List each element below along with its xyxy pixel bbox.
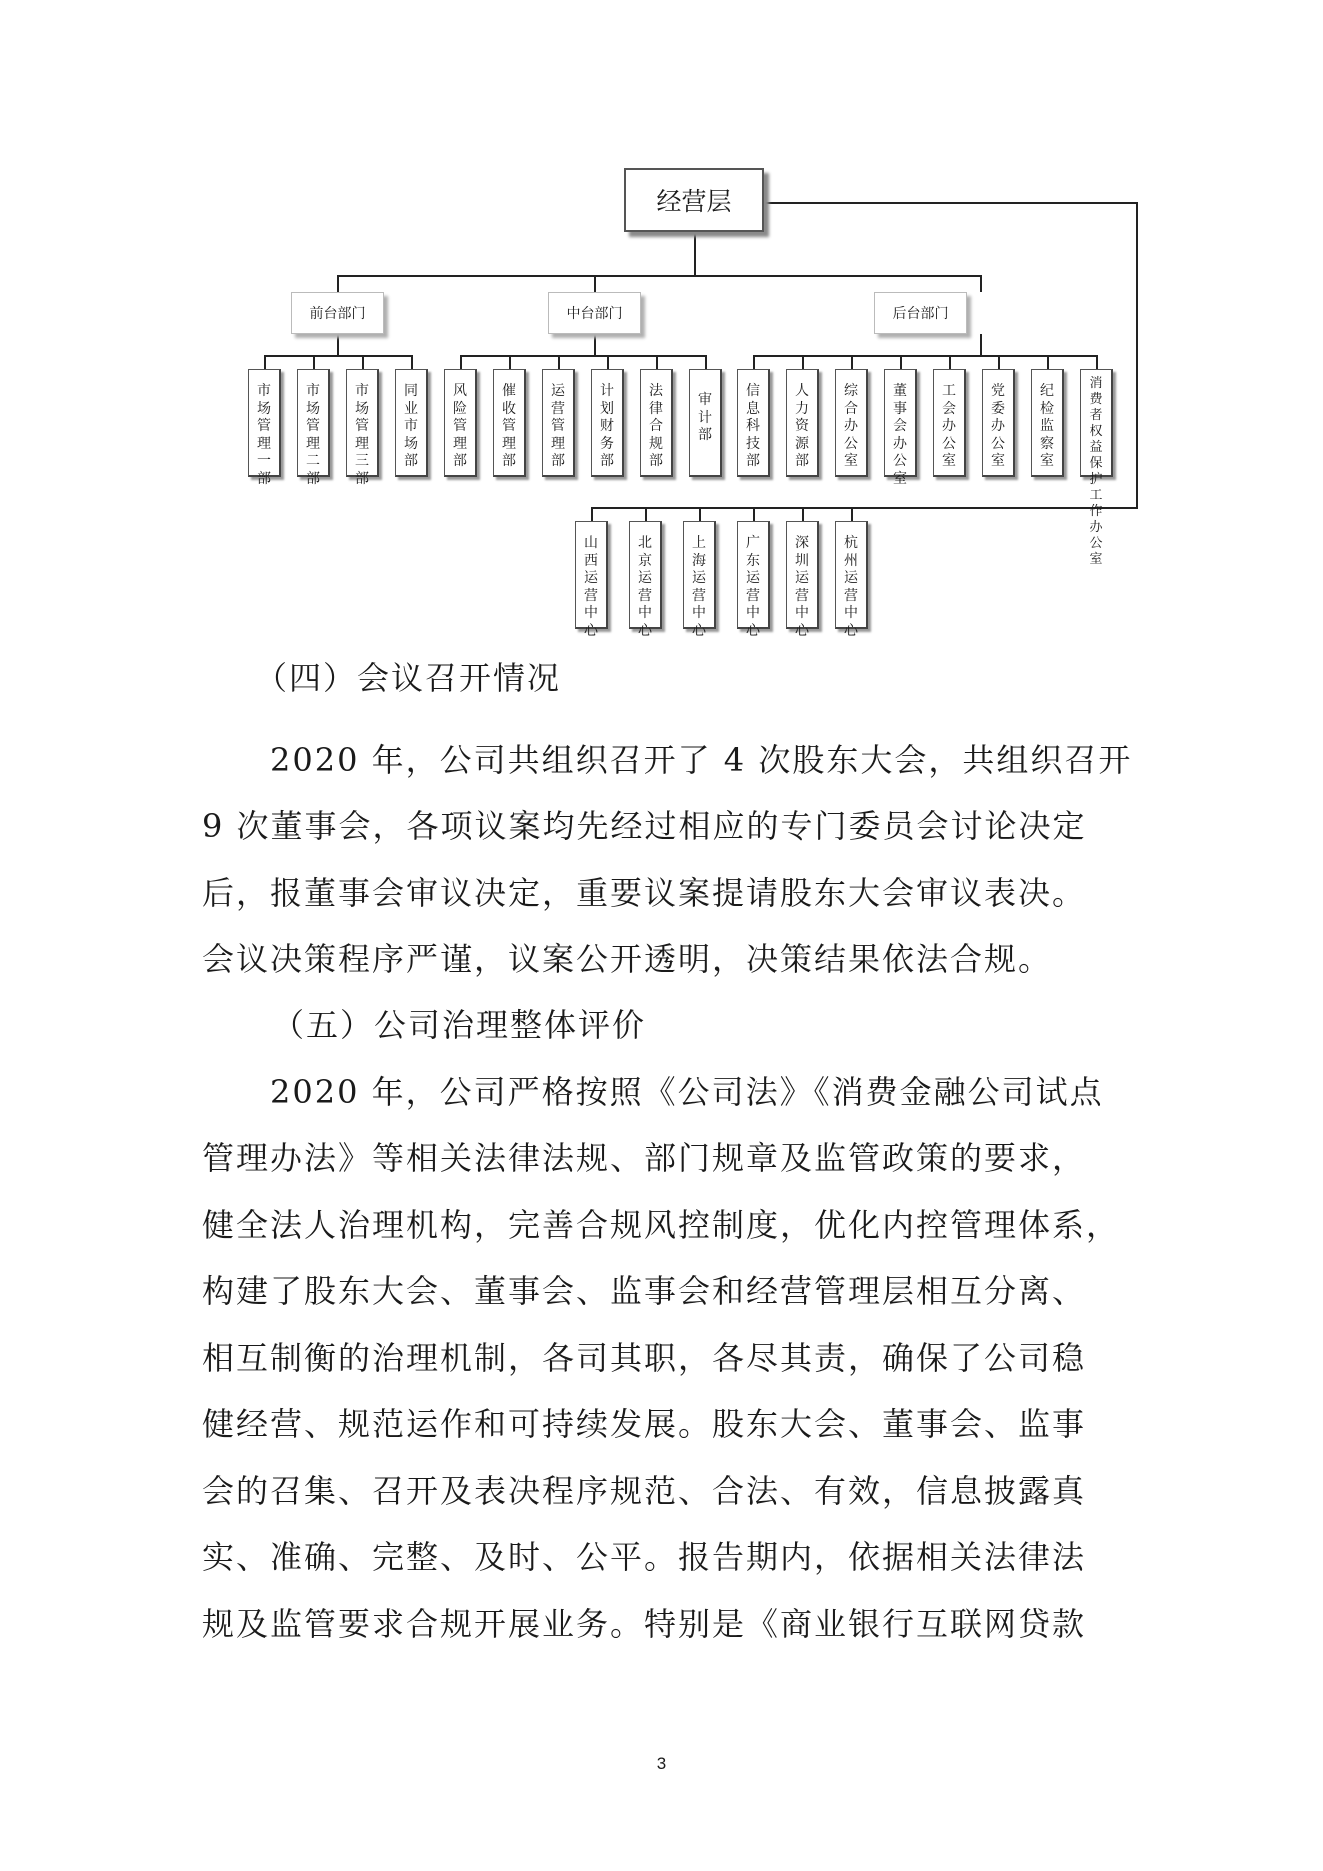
unit-box: 消费者权益保护工作办公室 bbox=[1080, 369, 1113, 477]
unit-box: 计划财务部 bbox=[591, 369, 624, 477]
paragraph-line: 相互制衡的治理机制，各司其职，各尽其责，确保了公司稳 bbox=[202, 1339, 1087, 1377]
connector-line bbox=[313, 355, 315, 369]
connector-line bbox=[337, 334, 339, 356]
operation-center-box: 深圳运营中心 bbox=[786, 521, 819, 629]
connector-line bbox=[594, 275, 596, 292]
paragraph-line: 2020 年，公司共组织召开了 4 次股东大会，共组织召开 bbox=[270, 741, 1133, 779]
unit-box: 市场管理二部 bbox=[297, 369, 330, 477]
connector-line bbox=[264, 355, 266, 369]
connector-line bbox=[753, 355, 755, 369]
connector-line bbox=[753, 355, 1097, 357]
connector-line bbox=[753, 507, 755, 521]
connector-line bbox=[1136, 202, 1138, 509]
section-heading: （五）公司治理整体评价 bbox=[272, 1006, 647, 1044]
connector-line bbox=[607, 355, 609, 369]
connector-line bbox=[411, 355, 413, 369]
connector-line bbox=[1096, 355, 1098, 369]
paragraph-line: 管理办法》等相关法律法规、部门规章及监管政策的要求， bbox=[202, 1139, 1087, 1177]
connector-line bbox=[645, 507, 647, 521]
connector-line bbox=[264, 355, 412, 357]
connector-line bbox=[699, 507, 701, 521]
connector-line bbox=[337, 275, 339, 292]
unit-box: 纪检监察室 bbox=[1031, 369, 1064, 477]
connector-line bbox=[558, 355, 560, 369]
connector-line bbox=[1047, 355, 1049, 369]
connector-line bbox=[509, 355, 511, 369]
paragraph-line: 实、准确、完整、及时、公平。报告期内，依据相关法律法 bbox=[202, 1538, 1087, 1576]
middle-office-box: 中台部门 bbox=[548, 292, 641, 334]
front-office-box: 前台部门 bbox=[291, 292, 384, 334]
connector-line bbox=[802, 355, 804, 369]
paragraph-line: 会的召集、召开及表决程序规范、合法、有效，信息披露真 bbox=[202, 1472, 1087, 1510]
back-office-box: 后台部门 bbox=[874, 292, 967, 334]
connector-line bbox=[949, 355, 951, 369]
connector-line bbox=[764, 202, 1138, 204]
connector-line bbox=[705, 355, 707, 369]
org-chart bbox=[0, 0, 1323, 660]
connector-line bbox=[656, 355, 658, 369]
unit-box: 人力资源部 bbox=[786, 369, 819, 477]
operation-center-box: 北京运营中心 bbox=[629, 521, 662, 629]
connector-line bbox=[591, 507, 1138, 509]
page-number: 3 bbox=[656, 1754, 667, 1773]
operation-center-box: 杭州运营中心 bbox=[835, 521, 868, 629]
unit-box: 市场管理三部 bbox=[346, 369, 379, 477]
connector-line bbox=[362, 355, 364, 369]
section-heading: （四）会议召开情况 bbox=[255, 659, 562, 697]
unit-box: 审计部 bbox=[689, 369, 722, 477]
connector-line bbox=[851, 355, 853, 369]
connector-line bbox=[694, 232, 696, 276]
connector-line bbox=[851, 507, 853, 521]
connector-line bbox=[900, 355, 902, 369]
unit-box: 市场管理一部 bbox=[248, 369, 281, 477]
paragraph-line: 2020 年，公司严格按照《公司法》《消费金融公司试点 bbox=[270, 1073, 1104, 1111]
unit-box: 催收管理部 bbox=[493, 369, 526, 477]
paragraph-line: 健全法人治理机构，完善合规风控制度，优化内控管理体系， bbox=[202, 1206, 1121, 1244]
unit-box: 同业市场部 bbox=[395, 369, 428, 477]
connector-line bbox=[998, 355, 1000, 369]
top-management-box: 经营层 bbox=[624, 168, 764, 232]
connector-line bbox=[802, 507, 804, 521]
connector-line bbox=[460, 355, 462, 369]
paragraph-line: 构建了股东大会、董事会、监事会和经营管理层相互分离、 bbox=[202, 1272, 1087, 1310]
paragraph-line: 9 次董事会，各项议案均先经过相应的专门委员会讨论决定 bbox=[202, 807, 1087, 845]
paragraph-line: 健经营、规范运作和可持续发展。股东大会、董事会、监事 bbox=[202, 1405, 1087, 1443]
connector-line bbox=[594, 334, 596, 356]
operation-center-box: 广东运营中心 bbox=[737, 521, 770, 629]
unit-box: 法律合规部 bbox=[640, 369, 673, 477]
unit-box: 运营管理部 bbox=[542, 369, 575, 477]
unit-box: 工会办公室 bbox=[933, 369, 966, 477]
connector-line bbox=[337, 275, 981, 277]
connector-line bbox=[980, 334, 982, 356]
operation-center-box: 上海运营中心 bbox=[683, 521, 716, 629]
unit-box: 董事会办公室 bbox=[884, 369, 917, 477]
unit-box: 信息科技部 bbox=[737, 369, 770, 477]
connector-line bbox=[980, 275, 982, 292]
operation-center-box: 山西运营中心 bbox=[575, 521, 608, 629]
unit-box: 风险管理部 bbox=[444, 369, 477, 477]
unit-box: 党委办公室 bbox=[982, 369, 1015, 477]
unit-box: 综合办公室 bbox=[835, 369, 868, 477]
paragraph-line: 规及监管要求合规开展业务。特别是《商业银行互联网贷款 bbox=[202, 1605, 1087, 1643]
connector-line bbox=[460, 355, 706, 357]
paragraph-line: 后，报董事会审议决定，重要议案提请股东大会审议表决。 bbox=[202, 874, 1087, 912]
paragraph-line: 会议决策程序严谨，议案公开透明，决策结果依法合规。 bbox=[202, 940, 1053, 978]
connector-line bbox=[591, 507, 593, 521]
